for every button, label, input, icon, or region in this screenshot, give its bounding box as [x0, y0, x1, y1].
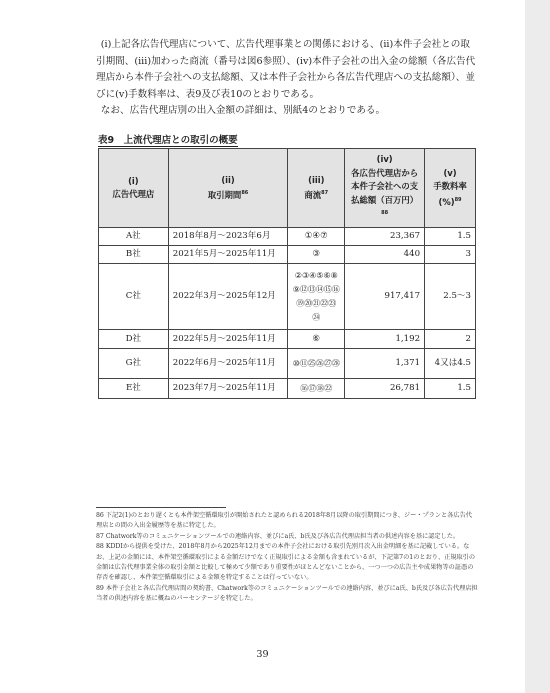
footnote-divider	[96, 507, 226, 508]
table-title: 表9 上流代理店との取引の概要	[98, 132, 238, 147]
table-row: B社 2021年5月～2025年11月 ③ 440 3	[99, 246, 476, 264]
body-text	[96, 37, 476, 120]
paragraph-2: なお、広告代理店別の出入金額の詳細は、別紙4のとおりである。	[100, 105, 386, 116]
paragraph-1: (i)上記各広告代理店について、広告代理事業との関係における、(ii)本件子会社との取引期間、(iii)加わった商流（番号は図6参照）、(iv)本件子会社の出入金の総額（各広告代理店から本件子会社への支払総額、又は本件子会社から各広告代理店への支払総額）、並びに(v)手数料率は、表9及び表10のとおりである。	[96, 39, 476, 100]
header-agency: (i) 広告代理店	[99, 149, 169, 228]
table-row: A社 2018年8月～2023年6月 ①④⑦ 23,367 1.5	[99, 228, 476, 246]
table-row: E社 2023年7月～2025年11月 ⑯⑰⑱㉒ 26,781 1.5	[99, 379, 476, 399]
table-row: G社 2022年6月～2025年11月 ⑩⑪㉕㉖㉗㉘ 1,371 4又は4.5	[99, 349, 476, 379]
header-rate: (v) 手数料率(%)$^{89}$	[425, 149, 476, 228]
footnote-87: 87 Chatwork等のコミュニケーションツールでの連絡内容、並びにa氏、b氏及び各広告代理店担当者の供述内容を基に認定した。	[96, 532, 460, 540]
table-row: C社 2022年3月～2025年12月 ②③④⑤⑥⑧⑨⑫⑬⑭⑮⑯⑲⑳㉑㉒㉓㉔ 917,417 2.5～3	[99, 264, 476, 330]
header-period: (ii) 取引期間$^{86}$	[168, 149, 288, 228]
footnotes	[96, 511, 478, 605]
header-total: (iv) 各広告代理店から本件子会社への支払総額（百万円）$^{88}$	[345, 149, 425, 228]
viewer-scrollbar[interactable]	[525, 0, 550, 693]
upstream-agency-table	[98, 148, 476, 399]
header-flow: (iii) 商流$^{87}$	[288, 149, 345, 228]
table-row: D社 2022年5月～2025年11月 ⑥ 1,192 2	[99, 330, 476, 349]
page-number: 39	[256, 649, 269, 660]
footnote-86: 86 下記2(1)のとおり遅くとも本件架空循環取引が開始されたと認められる2018年8月以降の取引期間につき、ジー・プランと各広告代理店との間の入出金履歴等を基に特定した。	[96, 512, 472, 530]
footnote-89: 89 本件子会社と各広告代理店間の契約書、Chatwork等のコミュニケーションツールでの連絡内容、並びにa氏、b氏及び各広告代理店担当者の供述内容を基に概ねのパーセンテージを特定した。	[96, 584, 478, 603]
footnote-88: 88 KDDIから提供を受けた、2018年8月から2025年12月までの本件子会社における取引先別月次入出金明細を基に記載している。なお、上記の金額には、本件架空循環取引による金額だけでなく正規取引による金額も含まれているが、下記第7の1のとおり、正規取引の金額は広告代理事業全体の取引金額と比較して極めて少額であり重要性がほとんどないことから、一つ一つの広告主や成果物等の証憑の存否を確認し、本件架空循環取引による金額を特定することは行っていない。	[96, 543, 476, 582]
